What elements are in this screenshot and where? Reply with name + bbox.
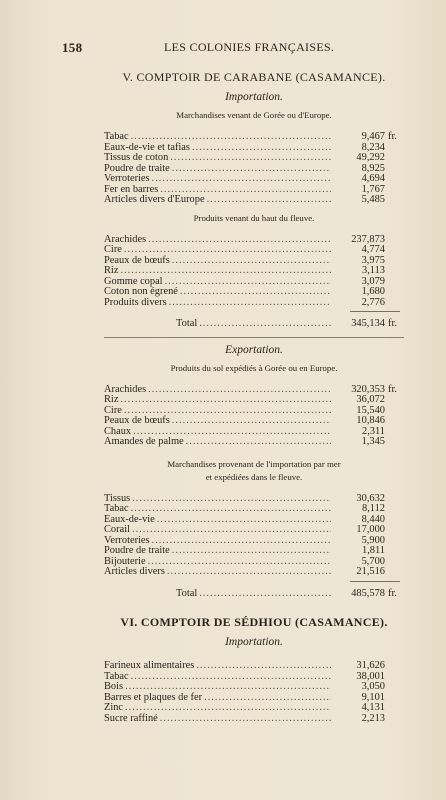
export-note-line2: et expédiées dans le fleuve. bbox=[205, 471, 303, 482]
import-heading: Importation. bbox=[225, 91, 283, 103]
export-table-fleuve bbox=[104, 494, 404, 578]
row-label: Fer en barres bbox=[104, 183, 159, 195]
leader-dots bbox=[207, 195, 331, 206]
leader-dots bbox=[148, 557, 331, 568]
leader-dots bbox=[172, 546, 331, 557]
row-label: Produits divers bbox=[104, 296, 167, 308]
row-value: 2,311 bbox=[362, 425, 385, 437]
section-title-sedhiou: VI. COMPTOIR DE SÉDHIOU (CASAMANCE). bbox=[120, 615, 388, 629]
total-unit: fr. bbox=[388, 318, 397, 329]
table-row bbox=[104, 153, 404, 164]
row-label: Riz bbox=[104, 265, 119, 276]
leader-dots bbox=[204, 693, 331, 704]
table-row bbox=[104, 504, 404, 515]
sum-rule bbox=[350, 311, 400, 312]
leader-dots bbox=[180, 287, 331, 298]
row-label: Tabac bbox=[104, 503, 129, 514]
leader-dots bbox=[132, 525, 331, 536]
sum-rule bbox=[350, 581, 400, 582]
export-note-line1: Marchandises provenant de l'importation par mer bbox=[167, 458, 341, 469]
row-label: Corail bbox=[104, 524, 130, 535]
row-value: 10,846 bbox=[356, 415, 385, 426]
row-label: Bois bbox=[104, 681, 124, 692]
row-value: 5,900 bbox=[361, 534, 385, 546]
leader-dots bbox=[192, 143, 331, 154]
row-value: 1,767 bbox=[361, 183, 385, 195]
leader-dots bbox=[169, 298, 331, 309]
row-label: Tabac bbox=[104, 670, 129, 682]
row-label: Eaux-de-vie et tafias bbox=[104, 141, 190, 153]
import-heading-sedhiou: Importation. bbox=[225, 636, 283, 648]
row-value: 5,485 bbox=[361, 194, 385, 205]
row-value: 17,000 bbox=[356, 524, 385, 535]
leader-dots bbox=[196, 661, 331, 672]
table-row bbox=[104, 416, 404, 427]
row-label: Cire bbox=[104, 404, 122, 416]
export-note-importation bbox=[104, 458, 404, 484]
row-label: Articles divers d'Europe bbox=[104, 194, 205, 205]
row-label: Gomme copal bbox=[104, 275, 163, 287]
row-value: 5,700 bbox=[361, 555, 385, 567]
row-label: Peaux de bœufs bbox=[104, 415, 170, 426]
row-value: 15,540 bbox=[356, 404, 385, 416]
table-row bbox=[104, 395, 404, 406]
row-value: 49,292 bbox=[356, 152, 385, 163]
row-label: Arachides bbox=[104, 233, 147, 245]
leader-dots bbox=[157, 515, 331, 526]
row-label: Coton non égrené bbox=[104, 286, 178, 297]
row-value: 8,925 bbox=[361, 162, 385, 174]
row-value: 31,626 bbox=[356, 660, 385, 671]
row-label: Articles divers bbox=[104, 566, 165, 577]
row-value: 9,101 bbox=[361, 691, 385, 703]
row-label: Sucre raffiné bbox=[104, 712, 158, 724]
row-value: 4,131 bbox=[361, 702, 385, 713]
import-note-haut-fleuve: Produits venant du haut du fleuve. bbox=[193, 212, 315, 223]
table-row bbox=[104, 682, 404, 693]
row-label: Cire bbox=[104, 244, 122, 255]
total-unit: fr. bbox=[388, 587, 397, 599]
leader-dots bbox=[125, 703, 331, 714]
row-label: Eaux-de-vie bbox=[104, 513, 155, 525]
total-value: 485,578 bbox=[351, 587, 385, 599]
table-row bbox=[104, 195, 404, 206]
table-row bbox=[104, 661, 404, 672]
leader-dots bbox=[199, 319, 331, 330]
row-label: Farineux alimentaires bbox=[104, 660, 195, 671]
table-row bbox=[104, 132, 404, 143]
table-row bbox=[104, 525, 404, 536]
table-row bbox=[104, 235, 404, 246]
table-row bbox=[104, 494, 404, 505]
row-label: Arachides bbox=[104, 383, 147, 395]
total-label: Total bbox=[176, 587, 198, 599]
import-note-gore-europe: Marchandises venant de Gorée ou d'Europe. bbox=[176, 110, 332, 120]
row-value: 30,632 bbox=[356, 492, 385, 504]
row-label: Bijouterie bbox=[104, 555, 146, 567]
leader-dots bbox=[152, 174, 331, 185]
total-label: Total bbox=[176, 318, 198, 329]
row-value: 2,213 bbox=[361, 712, 385, 724]
table-row bbox=[104, 672, 404, 683]
row-value: 237,873 bbox=[351, 233, 385, 245]
leader-dots bbox=[125, 682, 331, 693]
row-value: 36,072 bbox=[356, 394, 385, 405]
leader-dots bbox=[132, 494, 331, 505]
export-note-sol: Produits du sol expédiés à Gorée ou en Europe. bbox=[170, 362, 338, 373]
running-title: LES COLONIES FRANÇAISES. bbox=[164, 40, 335, 54]
divider bbox=[104, 337, 404, 338]
table-row bbox=[104, 714, 404, 725]
export-heading: Exportation. bbox=[225, 343, 283, 356]
leader-dots bbox=[165, 277, 331, 288]
row-label: Riz bbox=[104, 394, 119, 405]
row-label: Verroteries bbox=[104, 173, 150, 184]
row-label: Barres et plaques de fer bbox=[104, 691, 203, 703]
export-total-row bbox=[104, 589, 404, 600]
row-value: 3,113 bbox=[362, 265, 385, 276]
row-label: Tabac bbox=[104, 131, 129, 142]
row-label: Poudre de traite bbox=[104, 545, 170, 556]
leader-dots bbox=[172, 416, 331, 427]
leader-dots bbox=[167, 567, 331, 578]
leader-dots bbox=[124, 245, 331, 256]
row-label: Tissus de coton bbox=[104, 152, 169, 163]
row-value: 4,774 bbox=[361, 244, 385, 255]
row-value: 21,516 bbox=[356, 566, 385, 577]
import-table-europe bbox=[104, 132, 404, 206]
table-row bbox=[104, 256, 404, 267]
page-content bbox=[104, 70, 404, 724]
row-label: Chaux bbox=[104, 425, 132, 437]
import-total-row bbox=[104, 319, 404, 330]
import-table-sedhiou bbox=[104, 661, 404, 724]
row-value: 4,694 bbox=[361, 173, 385, 184]
table-row bbox=[104, 693, 404, 704]
row-value: 8,440 bbox=[361, 513, 385, 525]
leader-dots bbox=[172, 256, 331, 267]
leader-dots bbox=[120, 266, 331, 277]
import-table-fleuve bbox=[104, 235, 404, 309]
table-row bbox=[104, 546, 404, 557]
page-number: 158 bbox=[62, 40, 83, 55]
table-row bbox=[104, 266, 404, 277]
leader-dots bbox=[186, 437, 331, 448]
leader-dots bbox=[160, 714, 331, 725]
leader-dots bbox=[148, 385, 331, 396]
table-row bbox=[104, 245, 404, 256]
row-value: 8,234 bbox=[361, 141, 385, 153]
leader-dots bbox=[131, 132, 331, 143]
row-value: 8,112 bbox=[362, 503, 385, 514]
row-value: 9,467 bbox=[361, 131, 385, 142]
row-unit: fr. bbox=[388, 383, 397, 395]
leader-dots bbox=[131, 672, 331, 683]
table-row bbox=[104, 567, 404, 578]
table-row bbox=[104, 437, 404, 448]
leader-dots bbox=[199, 589, 331, 600]
row-value: 320,353 bbox=[351, 383, 385, 395]
row-unit: fr. bbox=[388, 131, 397, 142]
row-label: Poudre de traite bbox=[104, 162, 170, 174]
table-row bbox=[104, 298, 404, 309]
row-value: 1,345 bbox=[361, 436, 385, 447]
row-value: 3,050 bbox=[361, 681, 385, 692]
row-label: Amandes de palme bbox=[104, 436, 184, 447]
row-value: 3,975 bbox=[361, 254, 385, 266]
row-label: Peaux de bœufs bbox=[104, 254, 170, 266]
section-title-carabane: V. COMPTOIR DE CARABANE (CASAMANCE). bbox=[122, 70, 386, 84]
leader-dots bbox=[170, 153, 331, 164]
table-row bbox=[104, 703, 404, 714]
leader-dots bbox=[148, 235, 331, 246]
leader-dots bbox=[172, 164, 331, 175]
row-value: 1,811 bbox=[362, 545, 385, 556]
row-value: 38,001 bbox=[356, 670, 385, 682]
table-row bbox=[104, 287, 404, 298]
leader-dots bbox=[120, 395, 331, 406]
row-label: Tissus bbox=[104, 492, 131, 504]
row-value: 3,079 bbox=[361, 275, 385, 287]
row-label: Verroteries bbox=[104, 534, 150, 546]
table-row bbox=[104, 174, 404, 185]
total-value: 345,134 bbox=[351, 318, 385, 329]
row-value: 1,680 bbox=[361, 286, 385, 297]
leader-dots bbox=[131, 504, 331, 515]
export-table-sol bbox=[104, 385, 404, 448]
row-value: 2,776 bbox=[361, 296, 385, 308]
row-label: Zinc bbox=[104, 702, 124, 713]
leader-dots bbox=[152, 536, 331, 547]
